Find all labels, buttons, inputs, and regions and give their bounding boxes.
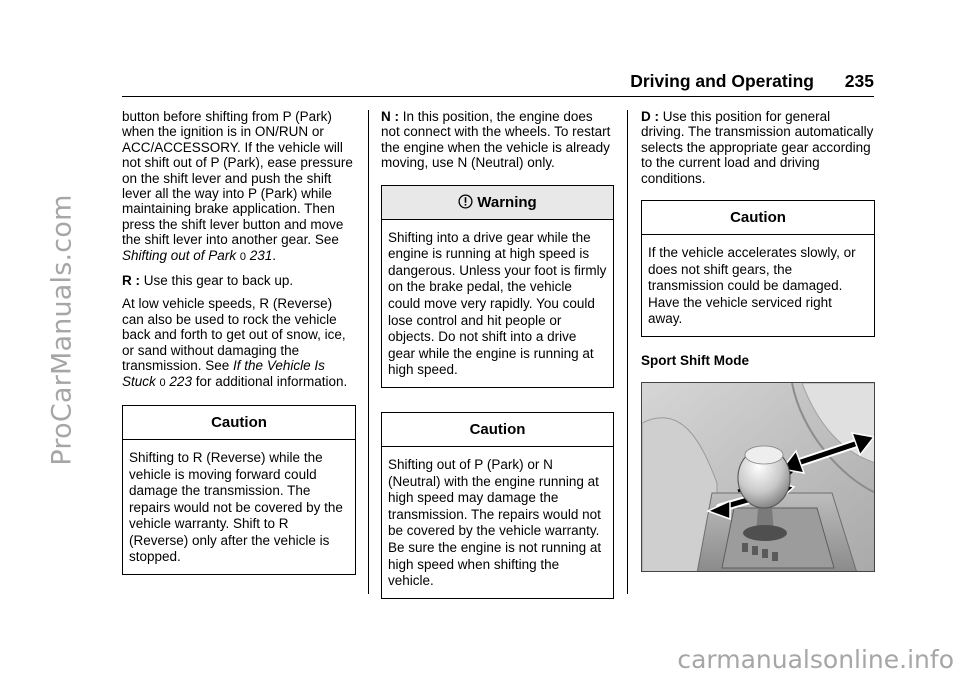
caution-box bbox=[122, 405, 356, 575]
section-subheading: Sport Shift Mode bbox=[641, 353, 749, 368]
paragraph: button before shifting from P (Park) when the ignition is in ON/RUN or ACC/ACCESSORY. If the vehicle will not shift out of P (Park), ease pressure on the shift lever and push the shift lever all the way into P (Park) while maintaining brake application. Then press the shift lever button and move the shift lever into another gear. See Shifting out of Park 0 231. bbox=[122, 109, 353, 263]
caution-box bbox=[641, 200, 875, 337]
caution-text: If the vehicle accelerates slowly, or does not shift gears, the transmission could be damaged. Have the vehicle serviced right away. bbox=[648, 245, 856, 327]
paragraph: R : Use this gear to back up. bbox=[122, 273, 294, 289]
caution-text: Shifting to R (Reverse) while the vehicle is moving forward could damage the transmission. The repairs would not be covered by the vehicle warranty. Shift to R (Reverse) only after the vehicle is stopped. bbox=[129, 449, 343, 565]
cross-reference-link[interactable]: Shifting out of Park bbox=[122, 247, 237, 263]
shift-lever-photo bbox=[641, 382, 875, 572]
column-right bbox=[641, 109, 875, 572]
column-middle bbox=[381, 109, 614, 599]
warning-text: Shifting into a drive gear while the engine is running at high speed is dangerous. Unless your foot is firmly on the brake pedal, the vehicle could move very rapidly. You could lose control and hit people or objects. Do not shift into a drive gear while the engine is running at high speed. bbox=[388, 229, 607, 378]
caution-text: Shifting out of P (Park) or N (Neutral) with the engine running at high speed may damage the transmission. The repairs would not be covered by the vehicle warranty. Be sure the engine is not running at high speed when shifting the vehicle. bbox=[388, 456, 602, 589]
page-ref-icon: 0 bbox=[239, 250, 246, 263]
page-number: 235 bbox=[844, 71, 874, 91]
page-ref-icon: 0 bbox=[159, 376, 166, 389]
gear-label: D : bbox=[641, 109, 659, 124]
warning-title: Warning bbox=[477, 193, 537, 211]
side-watermark: ProCarManuals.com bbox=[46, 194, 78, 466]
cross-reference-link[interactable]: If the Vehicle Is Stuck bbox=[122, 358, 325, 389]
paragraph: N : In this position, the engine does not connect with the wheels. To restart the engine when the vehicle is already moving, use N (Neutral) only. bbox=[381, 109, 611, 171]
page-header bbox=[122, 71, 874, 97]
page-ref-number[interactable]: 223 bbox=[169, 373, 192, 389]
shift-lever-illustration bbox=[642, 383, 875, 572]
warning-header bbox=[382, 186, 613, 220]
gear-label: N : bbox=[381, 109, 399, 124]
paragraph: At low vehicle speeds, R (Reverse) can also be used to rock the vehicle back and forth to get out of snow, ice, or sand without damaging the transmission. See If the Vehicle Is Stuck 0 223 for additional information. bbox=[122, 296, 348, 389]
caution-title: Caution bbox=[642, 201, 874, 235]
caution-title: Caution bbox=[123, 406, 355, 440]
gear-label: R : bbox=[122, 273, 140, 289]
caution-title: Caution bbox=[382, 413, 613, 447]
column-left bbox=[122, 109, 356, 575]
column-divider bbox=[368, 110, 369, 594]
column-divider bbox=[627, 110, 628, 594]
paragraph: D : Use this position for general driving. The transmission automatically selects the appropriate gear according to the current load and driving conditions. bbox=[641, 109, 874, 186]
warning-icon bbox=[458, 194, 473, 209]
section-title: Driving and Operating bbox=[630, 71, 814, 91]
caution-box bbox=[381, 412, 614, 599]
page-ref-number[interactable]: 231 bbox=[249, 247, 273, 263]
bottom-watermark: carmanualsonline.info bbox=[677, 645, 954, 674]
warning-box bbox=[381, 185, 614, 388]
